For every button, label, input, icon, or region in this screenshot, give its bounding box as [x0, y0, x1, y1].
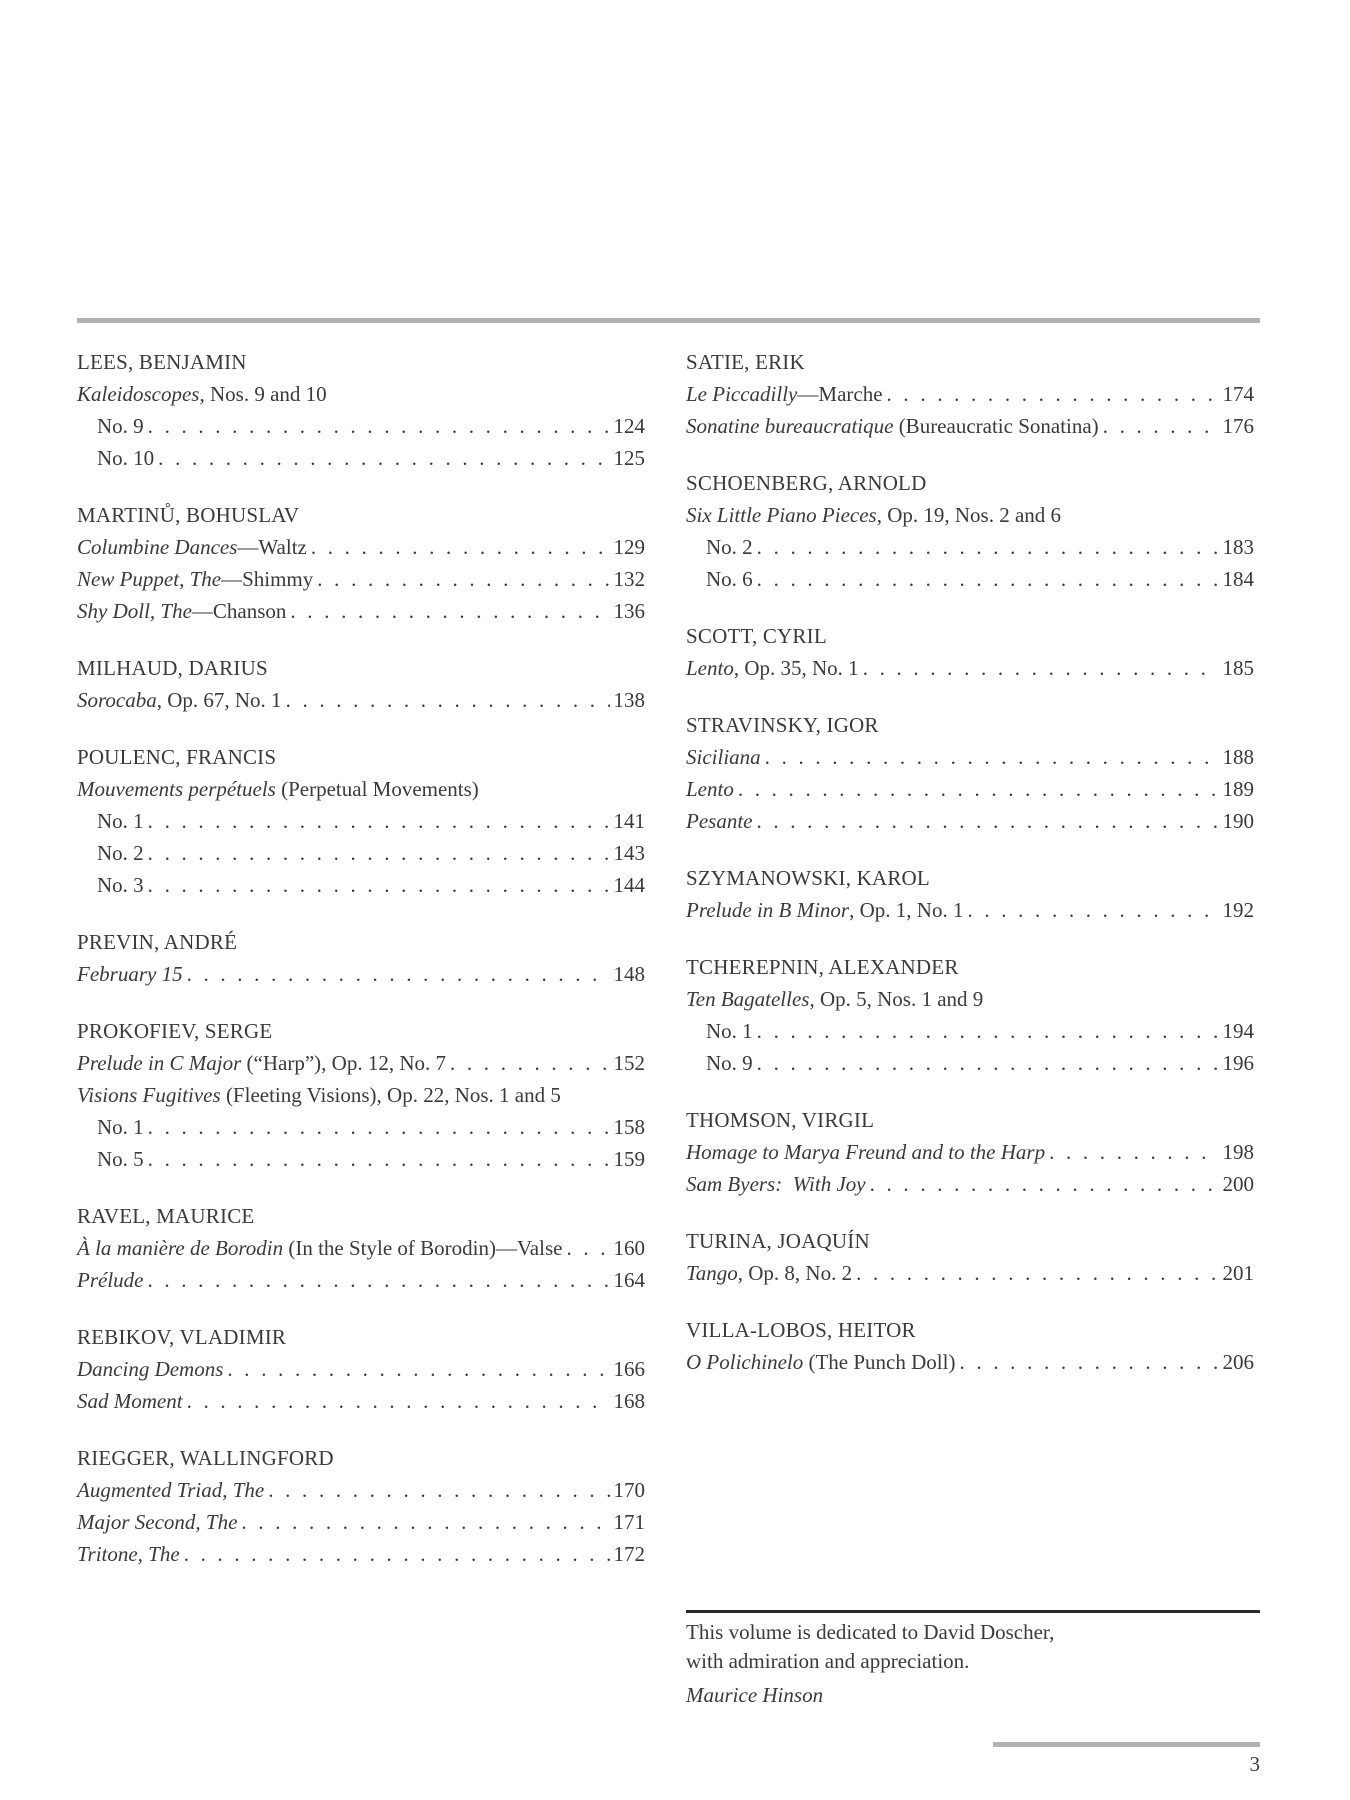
dot-leader [148, 1111, 610, 1143]
dot-leader [227, 1353, 609, 1385]
toc-row[interactable]: No. 2 . . . 183 [686, 531, 1254, 563]
composer-entry-previn [77, 926, 645, 990]
composer-entry-scott [686, 620, 1254, 684]
work-heading: Kaleidoscopes, Nos. 9 and 10 [77, 382, 327, 406]
page-ref: 148 [613, 962, 645, 986]
page-ref: 138 [613, 688, 645, 712]
page-ref: 144 [613, 873, 645, 897]
composer-entry-prokofiev [77, 1015, 645, 1175]
composer-name: SZYMANOWSKI, KAROL [686, 866, 930, 890]
page-ref: 166 [613, 1357, 645, 1381]
page-ref: 196 [1222, 1051, 1254, 1075]
dot-leader [757, 1015, 1219, 1047]
composer-entry-thomson [686, 1104, 1254, 1200]
composer-entry-poulenc [77, 741, 645, 901]
toc-row[interactable]: No. 6 . . . 184 [686, 563, 1254, 595]
dot-leader [311, 531, 610, 563]
page-ref: 200 [1222, 1172, 1254, 1196]
composer-entry-tcherepnin [686, 951, 1254, 1079]
composer-name: TURINA, JOAQUÍN [686, 1229, 870, 1253]
page-ref: 124 [613, 414, 645, 438]
toc-row[interactable]: Prélude . . . 164 [77, 1264, 645, 1296]
composer-entry-riegger [77, 1442, 645, 1570]
dot-leader [757, 1047, 1219, 1079]
dot-leader [1049, 1136, 1218, 1168]
composer-name: SATIE, ERIK [686, 350, 805, 374]
dot-leader [566, 1232, 609, 1264]
page-ref: 206 [1222, 1350, 1254, 1374]
toc-row[interactable]: No. 3 . . . 144 [77, 869, 645, 901]
dot-leader [317, 563, 609, 595]
composer-entry-martinu [77, 499, 645, 627]
toc-row[interactable]: Homage to Marya Freund and to the Harp . . . 198 [686, 1136, 1254, 1168]
page-ref: 171 [613, 1510, 645, 1534]
page-ref: 190 [1222, 809, 1254, 833]
page-ref: 184 [1222, 567, 1254, 591]
bottom-rule [993, 1742, 1260, 1747]
page-ref: 192 [1222, 898, 1254, 922]
page-ref: 168 [613, 1389, 645, 1413]
page-ref: 172 [613, 1542, 645, 1566]
page-ref: 158 [613, 1115, 645, 1139]
page-ref: 183 [1222, 535, 1254, 559]
page-ref: 198 [1222, 1140, 1254, 1164]
dot-leader [148, 410, 610, 442]
page-ref: 170 [613, 1478, 645, 1502]
composer-name: POULENC, FRANCIS [77, 745, 277, 769]
toc-row[interactable]: No. 2 . . . 143 [77, 837, 645, 869]
dedication-text [686, 1618, 1054, 1676]
page-number: 3 [1249, 1752, 1260, 1776]
page-ref: 189 [1222, 777, 1254, 801]
toc-row[interactable]: No. 1 . . . 194 [686, 1015, 1254, 1047]
toc-row[interactable]: Pesante . . . 190 [686, 805, 1254, 837]
page-ref: 132 [613, 567, 645, 591]
dot-leader [290, 595, 609, 627]
composer-entry-satie [686, 346, 1254, 442]
toc-row[interactable]: No. 10 . . . 125 [77, 442, 645, 474]
composer-name: MILHAUD, DARIUS [77, 656, 268, 680]
work-heading: Ten Bagatelles, Op. 5, Nos. 1 and 9 [686, 987, 984, 1011]
top-rule [77, 318, 1260, 323]
page-ref: 201 [1222, 1261, 1254, 1285]
composer-name: RIEGGER, WALLINGFORD [77, 1446, 334, 1470]
page-ref: 129 [613, 535, 645, 559]
toc-row[interactable]: No. 9 . . . 196 [686, 1047, 1254, 1079]
page-ref: 174 [1222, 382, 1254, 406]
page-ref: 185 [1222, 656, 1254, 680]
toc-row[interactable]: No. 9 . . . 124 [77, 410, 645, 442]
composer-entry-villalobos [686, 1314, 1254, 1378]
toc-row[interactable]: Lento . . . 189 [686, 773, 1254, 805]
page-ref: 125 [613, 446, 645, 470]
dot-leader [286, 684, 610, 716]
dot-leader [1103, 410, 1219, 442]
composer-entry-turina [686, 1225, 1254, 1289]
work-heading: Visions Fugitives (Fleeting Visions), Op. 22, Nos. 1 and 5 [77, 1083, 561, 1107]
dot-leader [959, 1346, 1218, 1378]
toc-row[interactable]: Sam Byers: With Joy . . . 200 [686, 1168, 1254, 1200]
toc-row[interactable]: Tango, Op. 8, No. 2 . . . 201 [686, 1257, 1254, 1289]
page-ref: 188 [1222, 745, 1254, 769]
dot-leader [887, 378, 1219, 410]
page-ref: 136 [613, 599, 645, 623]
toc-row[interactable]: O Polichinelo (The Punch Doll) . . . 206 [686, 1346, 1254, 1378]
composer-name: SCOTT, CYRIL [686, 624, 827, 648]
toc-row[interactable]: Prelude in C Major (“Harp”), Op. 12, No. 7 . . . 152 [77, 1047, 645, 1079]
dedication-line: This volume is dedicated to David Doscher, [686, 1620, 1055, 1644]
dot-leader [148, 1143, 610, 1175]
dot-leader [757, 563, 1219, 595]
toc-row[interactable]: Lento, Op. 35, No. 1 . . . 185 [686, 652, 1254, 684]
page-ref: 143 [613, 841, 645, 865]
toc-row[interactable]: Dancing Demons . . . 166 [77, 1353, 645, 1385]
dot-leader [187, 958, 610, 990]
composer-name: TCHEREPNIN, ALEXANDER [686, 955, 959, 979]
work-heading: Mouvements perpétuels (Perpetual Movements) [77, 777, 479, 801]
toc-row[interactable]: New Puppet, The—Shimmy . . . 132 [77, 563, 645, 595]
dot-leader [148, 869, 610, 901]
dedication-signature: Maurice Hinson [686, 1683, 824, 1707]
dot-leader [765, 741, 1219, 773]
composer-entry-lees [77, 346, 645, 474]
dot-leader [148, 837, 610, 869]
dot-leader [863, 652, 1219, 684]
composer-name: LEES, BENJAMIN [77, 350, 247, 374]
dot-leader [870, 1168, 1219, 1200]
composer-entry-schoenberg [686, 467, 1254, 595]
page-ref: 152 [613, 1051, 645, 1075]
page-ref: 164 [613, 1268, 645, 1292]
work-heading: Six Little Piano Pieces, Op. 19, Nos. 2 and 6 [686, 503, 1062, 527]
toc-row[interactable]: Shy Doll, The—Chanson . . . 136 [77, 595, 645, 627]
composer-name: MARTINŮ, BOHUSLAV [77, 503, 300, 527]
toc-row[interactable]: Tritone, The . . . 172 [77, 1538, 645, 1570]
toc-row[interactable]: Major Second, The . . . 171 [77, 1506, 645, 1538]
composer-name: STRAVINSKY, IGOR [686, 713, 879, 737]
page-ref: 159 [613, 1147, 645, 1171]
toc-row[interactable]: Sorocaba, Op. 67, No. 1 . . . 138 [77, 684, 645, 716]
composer-name: PREVIN, ANDRÉ [77, 930, 238, 954]
toc-row[interactable]: No. 5 . . . 159 [77, 1143, 645, 1175]
toc-row[interactable]: No. 1 . . . 158 [77, 1111, 645, 1143]
dot-leader [450, 1047, 610, 1079]
composer-entry-ravel [77, 1200, 645, 1296]
toc-row[interactable]: Augmented Triad, The . . . 170 [77, 1474, 645, 1506]
toc-row[interactable]: Prelude in B Minor, Op. 1, No. 1 . . . 192 [686, 894, 1254, 926]
dot-leader [856, 1257, 1218, 1289]
dot-leader [147, 1264, 609, 1296]
toc-row[interactable]: Columbine Dances—Waltz . . . 129 [77, 531, 645, 563]
dedication-line: with admiration and appreciation. [686, 1649, 970, 1673]
page-ref: 194 [1222, 1019, 1254, 1043]
composer-name: VILLA-LOBOS, HEITOR [686, 1318, 916, 1342]
toc-row[interactable]: Sad Moment . . . 168 [77, 1385, 645, 1417]
toc-row[interactable]: Siciliana . . . 188 [686, 741, 1254, 773]
composer-entry-milhaud [77, 652, 645, 716]
dot-leader [148, 805, 610, 837]
composer-entry-stravinsky [686, 709, 1254, 837]
composer-name: RAVEL, MAURICE [77, 1204, 255, 1228]
composer-entry-rebikov [77, 1321, 645, 1417]
dot-leader [187, 1385, 610, 1417]
dot-leader [967, 894, 1218, 926]
toc-left-column [77, 346, 645, 1595]
composer-entry-szymanowski [686, 862, 1254, 926]
toc-row[interactable]: No. 1 . . . 141 [77, 805, 645, 837]
dot-leader [756, 805, 1218, 837]
dot-leader [184, 1538, 610, 1570]
dot-leader [158, 442, 609, 474]
dot-leader [268, 1474, 609, 1506]
dot-leader [241, 1506, 609, 1538]
composer-name: SCHOENBERG, ARNOLD [686, 471, 927, 495]
dot-leader [738, 773, 1219, 805]
toc-row[interactable]: Sonatine bureaucratique (Bureaucratic Sonatina) . . . 176 [686, 410, 1254, 442]
dot-leader [757, 531, 1219, 563]
toc-row[interactable]: February 15 . . . 148 [77, 958, 645, 990]
page-ref: 141 [613, 809, 645, 833]
dedication-rule [686, 1610, 1260, 1613]
toc-row[interactable]: À la manière de Borodin (In the Style of Borodin)—Valse . . . 160 [77, 1232, 645, 1264]
toc-row[interactable]: Le Piccadilly—Marche . . . 174 [686, 378, 1254, 410]
composer-name: PROKOFIEV, SERGE [77, 1019, 273, 1043]
composer-name: REBIKOV, VLADIMIR [77, 1325, 287, 1349]
page-ref: 160 [613, 1236, 645, 1260]
toc-right-column [686, 346, 1254, 1403]
composer-name: THOMSON, VIRGIL [686, 1108, 875, 1132]
page-ref: 176 [1222, 414, 1254, 438]
